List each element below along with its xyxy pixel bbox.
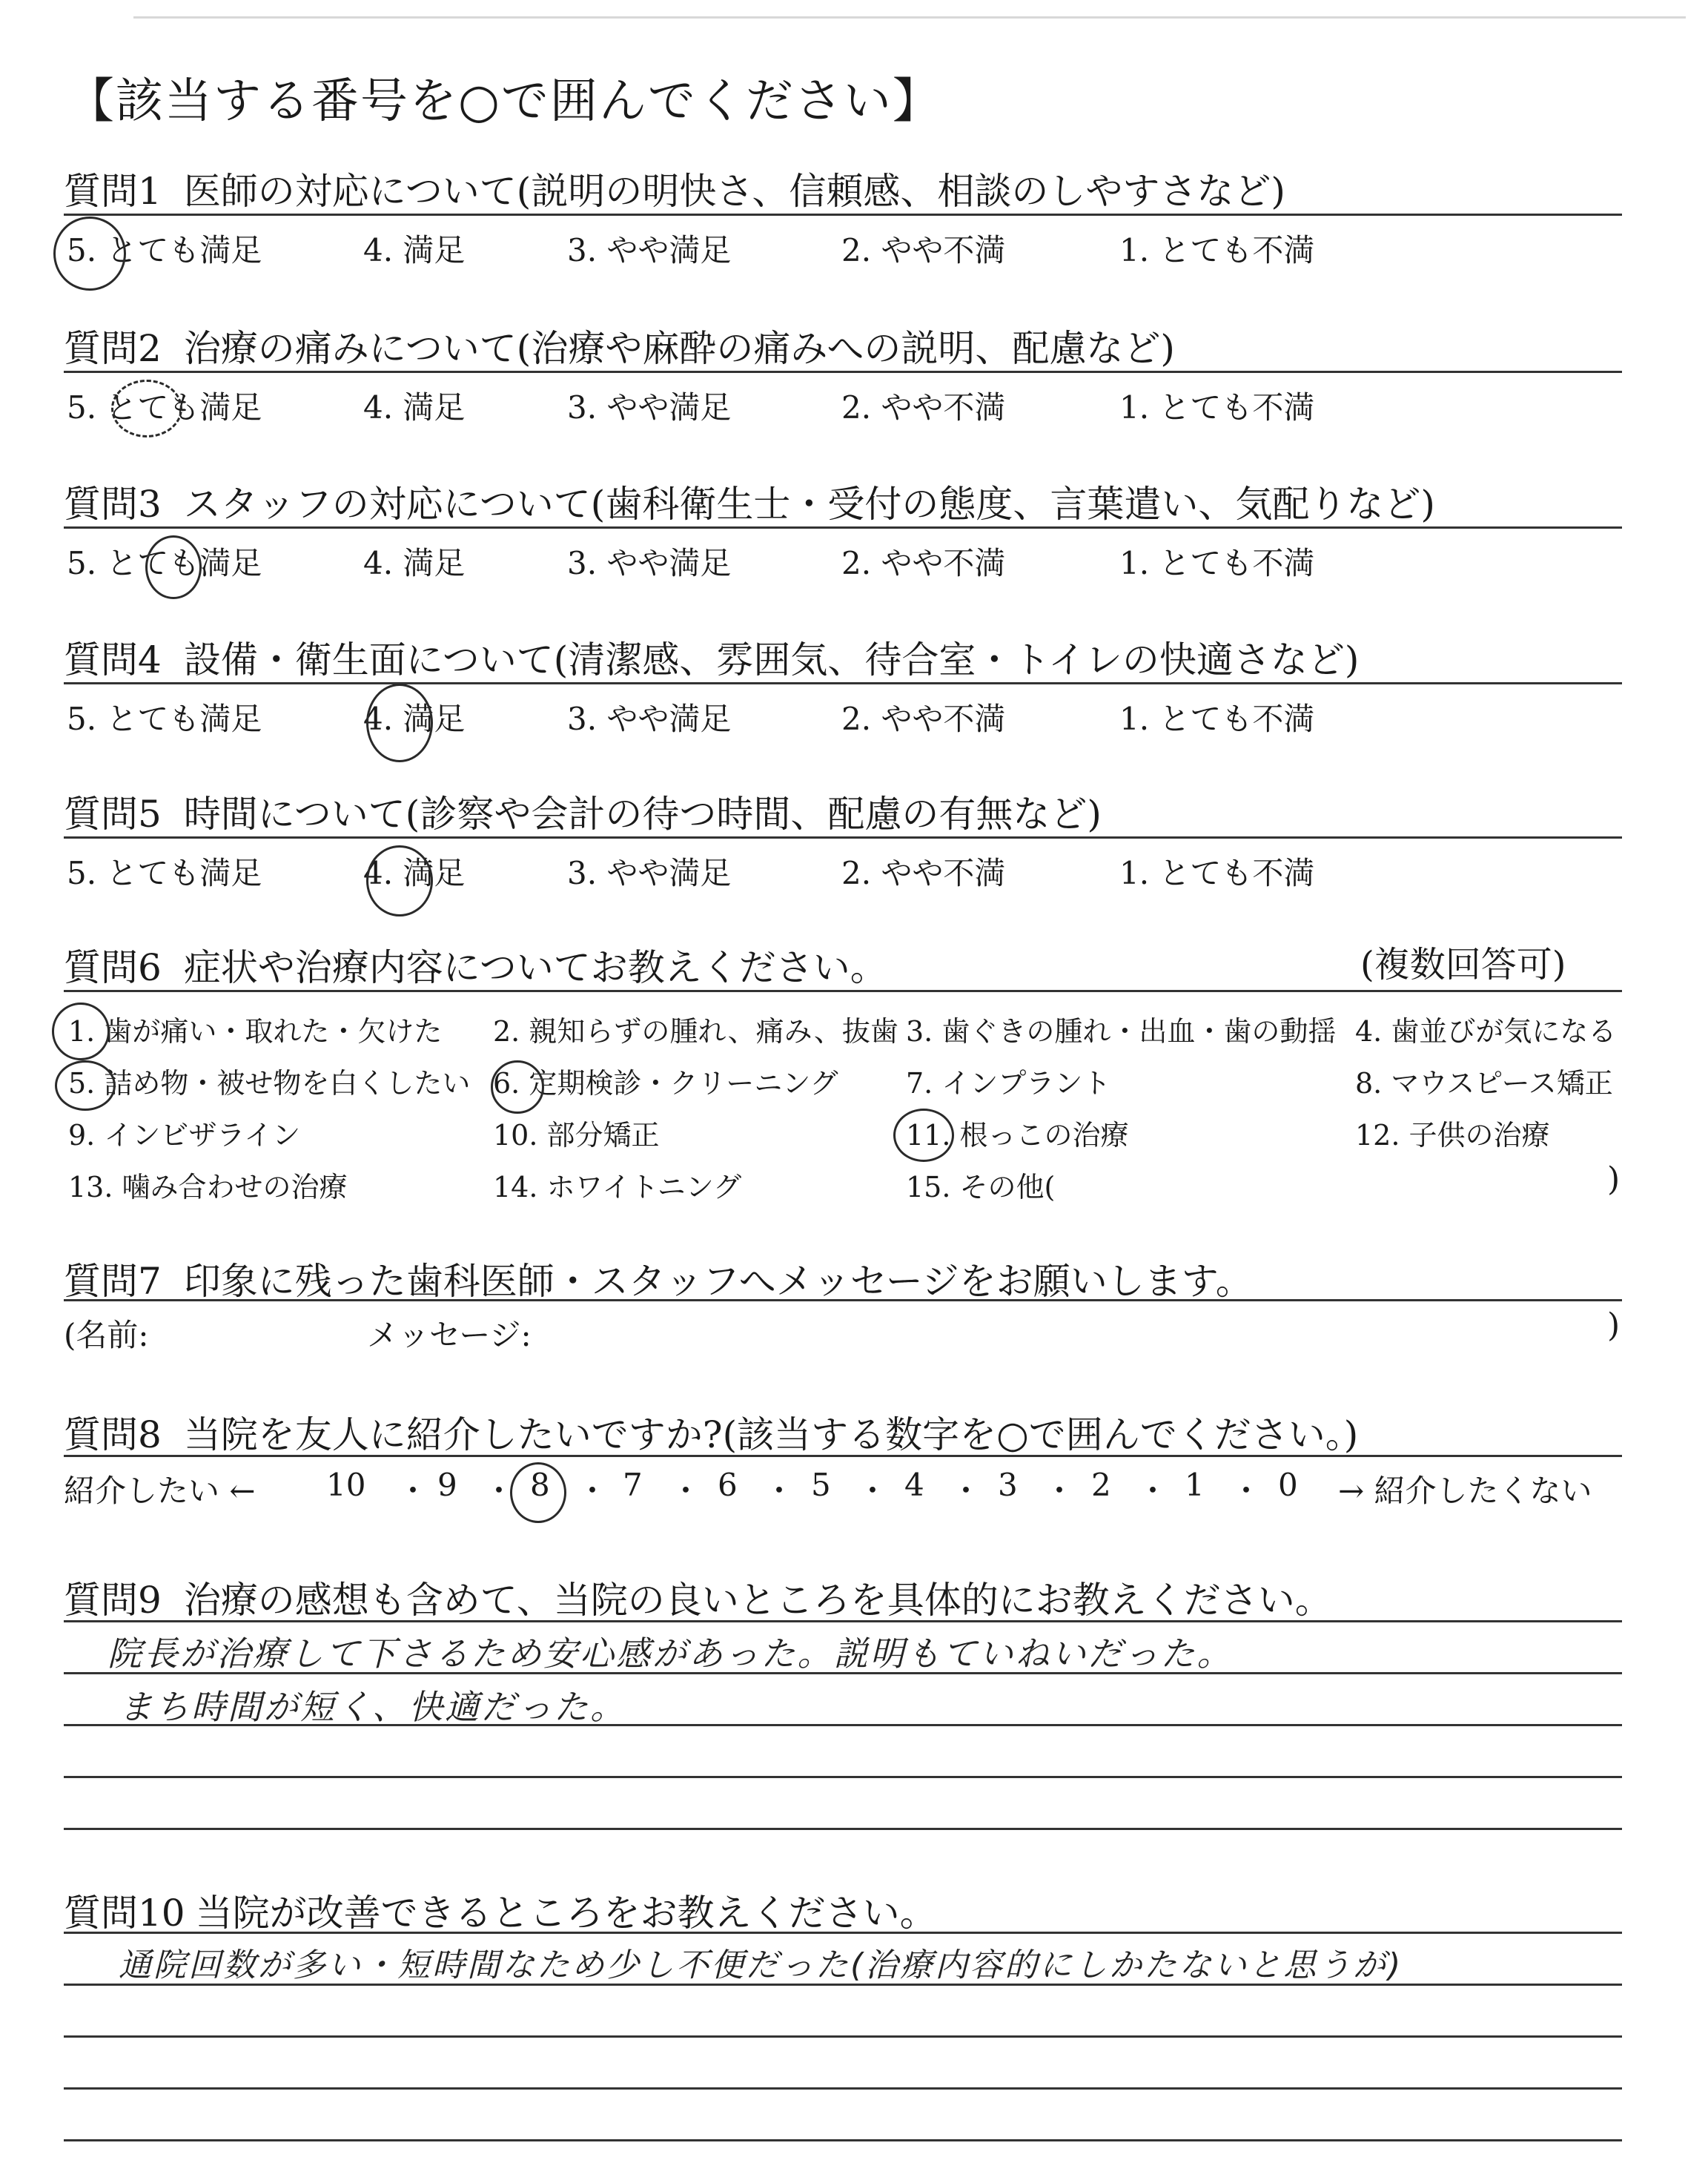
answer-line bbox=[64, 1828, 1622, 1830]
q3-option-1[interactable]: 1. とても不満 bbox=[1119, 545, 1315, 581]
selection-circle bbox=[893, 1109, 954, 1162]
question-divider bbox=[64, 682, 1622, 684]
question-9-title bbox=[64, 1571, 1332, 1624]
selection-circle bbox=[145, 535, 202, 599]
instruction-heading: 【該当する番号を○で囲んでください】 bbox=[67, 74, 941, 129]
q5-option-5[interactable]: 5. とても満足 bbox=[67, 855, 262, 891]
q6-option-5[interactable]: 5. 詰め物・被せ物を白くしたい bbox=[68, 1067, 471, 1100]
question-text: スタッフの対応について(歯科衛生士・受付の態度、言葉遣い、気配りなど) bbox=[183, 483, 1435, 526]
question-number: 質問3 bbox=[64, 483, 162, 526]
question-text: 当院を友人に紹介したいですか?(該当する数字を○で囲んでください。) bbox=[183, 1413, 1359, 1456]
answer-line bbox=[64, 1776, 1622, 1778]
recommend-left-label: 紹介したい ← bbox=[64, 1473, 256, 1509]
scale-8[interactable]: 8 bbox=[530, 1467, 550, 1503]
question-divider bbox=[64, 990, 1622, 992]
question-text: 時間について(診察や会計の待つ時間、配慮の有無など) bbox=[183, 793, 1102, 836]
question-text: 印象に残った歯科医師・スタッフへメッセージをお願いします。 bbox=[183, 1260, 1253, 1303]
question-number: 質問7 bbox=[64, 1260, 162, 1303]
question-divider bbox=[64, 1455, 1622, 1457]
scale-5[interactable]: 5 bbox=[811, 1467, 831, 1503]
question-text: 設備・衛生面について(清潔感、雰囲気、待合室・トイレの快適さなど) bbox=[183, 638, 1360, 681]
q6-option-8[interactable]: 8. マウスピース矯正 bbox=[1355, 1067, 1613, 1100]
scale-1[interactable]: 1 bbox=[1185, 1467, 1205, 1503]
question-divider bbox=[64, 526, 1622, 529]
q6-option-12[interactable]: 12. 子供の治療 bbox=[1355, 1119, 1550, 1152]
q3-option-5[interactable]: 5. とても満足 bbox=[67, 545, 262, 581]
scale-separator: ・ bbox=[397, 1473, 429, 1509]
q5-option-4[interactable]: 4. 満足 bbox=[363, 855, 466, 891]
question-number: 質問4 bbox=[64, 638, 162, 681]
question-divider bbox=[64, 214, 1622, 216]
question-10-title bbox=[64, 1883, 937, 1937]
selection-circle bbox=[366, 845, 433, 916]
q1-option-1[interactable]: 1. とても不満 bbox=[1119, 232, 1315, 268]
q4-option-1[interactable]: 1. とても不満 bbox=[1119, 701, 1315, 737]
q9-answer-line-2: まち時間が短く、快適だった。 bbox=[119, 1687, 627, 1727]
q4-option-2[interactable]: 2. やや不満 bbox=[841, 701, 1006, 737]
scale-separator: ・ bbox=[1137, 1473, 1169, 1509]
q6-option-15[interactable]: 15. その他( bbox=[906, 1171, 1056, 1203]
q6-option-6[interactable]: 6. 定期検診・クリーニング bbox=[493, 1067, 838, 1100]
question-divider bbox=[64, 1299, 1622, 1301]
question-text: 治療の感想も含めて、当院の良いところを具体的にお教えください。 bbox=[183, 1579, 1332, 1622]
q4-option-5[interactable]: 5. とても満足 bbox=[67, 701, 262, 737]
scale-separator: ・ bbox=[857, 1473, 889, 1509]
q6-option-1[interactable]: 1. 歯が痛い・取れた・欠けた bbox=[68, 1015, 443, 1048]
q5-option-1[interactable]: 1. とても不満 bbox=[1119, 855, 1315, 891]
selection-circle bbox=[53, 217, 126, 291]
question-number: 質問5 bbox=[64, 793, 162, 836]
q6-option-2[interactable]: 2. 親知らずの腫れ、痛み、抜歯 bbox=[493, 1015, 898, 1048]
question-8-title bbox=[64, 1405, 1358, 1459]
question-text: 当院が改善できるところをお教えください。 bbox=[195, 1892, 937, 1935]
question-5-title bbox=[64, 785, 1102, 838]
q6-option-4[interactable]: 4. 歯並びが気になる bbox=[1355, 1015, 1617, 1048]
q4-option-3[interactable]: 3. やや満足 bbox=[567, 701, 732, 737]
q2-option-4[interactable]: 4. 満足 bbox=[363, 389, 466, 426]
selection-circle bbox=[111, 380, 182, 437]
q6-option-9[interactable]: 9. インビザライン bbox=[68, 1119, 301, 1152]
message-label: メッセージ: bbox=[367, 1317, 532, 1353]
question-text: 治療の痛みについて(治療や麻酔の痛みへの説明、配慮など) bbox=[183, 327, 1175, 370]
question-divider bbox=[64, 371, 1622, 373]
question-3-title bbox=[64, 475, 1435, 528]
selection-circle bbox=[366, 684, 433, 762]
scale-separator: ・ bbox=[950, 1473, 982, 1509]
q6-option-11[interactable]: 11. 根っこの治療 bbox=[906, 1119, 1129, 1152]
q3-option-4[interactable]: 4. 満足 bbox=[363, 545, 466, 581]
q4-option-4[interactable]: 4. 満足 bbox=[363, 701, 466, 737]
scale-4[interactable]: 4 bbox=[904, 1467, 924, 1503]
answer-line bbox=[64, 2035, 1622, 2038]
q6-option-10[interactable]: 10. 部分矯正 bbox=[493, 1119, 660, 1152]
q1-option-2[interactable]: 2. やや不満 bbox=[841, 232, 1006, 268]
scale-3[interactable]: 3 bbox=[998, 1467, 1018, 1503]
selection-circle bbox=[491, 1060, 544, 1114]
q3-option-2[interactable]: 2. やや不満 bbox=[841, 545, 1006, 581]
q1-option-5[interactable]: 5. とても満足 bbox=[67, 232, 262, 268]
selection-circle bbox=[55, 1060, 116, 1111]
question-divider bbox=[64, 836, 1622, 839]
question-number: 質問1 bbox=[64, 170, 162, 213]
question-2-title bbox=[64, 319, 1175, 372]
recommend-right-label: → 紹介したくない bbox=[1338, 1473, 1592, 1509]
scale-separator: ・ bbox=[1231, 1473, 1262, 1509]
message-close-paren: ) bbox=[1607, 1307, 1621, 1344]
answer-line bbox=[64, 2087, 1622, 2090]
question-1-title bbox=[64, 162, 1285, 215]
top-divider bbox=[133, 16, 1686, 19]
question-text: 症状や治療内容についてお教えください。 bbox=[183, 946, 887, 989]
q5-option-3[interactable]: 3. やや満足 bbox=[567, 855, 732, 891]
q6-option-3[interactable]: 3. 歯ぐきの腫れ・出血・歯の動揺 bbox=[906, 1015, 1337, 1048]
question-number: 質問2 bbox=[64, 327, 162, 370]
name-label: (名前: bbox=[64, 1317, 149, 1353]
scale-2[interactable]: 2 bbox=[1091, 1467, 1111, 1503]
question-number: 質問9 bbox=[64, 1579, 162, 1622]
q1-option-4[interactable]: 4. 満足 bbox=[363, 232, 466, 268]
q1-option-3[interactable]: 3. やや満足 bbox=[567, 232, 732, 268]
question-text: 医師の対応について(説明の明快さ、信頼感、相談のしやすさなど) bbox=[183, 170, 1285, 213]
answer-line bbox=[64, 1932, 1622, 1934]
q6-option-7[interactable]: 7. インプラント bbox=[906, 1067, 1111, 1100]
answer-line bbox=[64, 2139, 1622, 2141]
q6-option-14[interactable]: 14. ホワイトニング bbox=[493, 1171, 742, 1203]
question-number: 質問10 bbox=[64, 1892, 185, 1935]
scale-separator: ・ bbox=[670, 1473, 702, 1509]
q9-answer-line-1: 院長が治療して下さるため安心感があった。説明もていねいだった。 bbox=[107, 1634, 1234, 1674]
selection-circle bbox=[52, 1003, 110, 1060]
q2-option-2[interactable]: 2. やや不満 bbox=[841, 389, 1006, 426]
question-7-title bbox=[64, 1252, 1253, 1305]
multiple-answers-note: (複数回答可) bbox=[1360, 944, 1566, 985]
q3-option-3[interactable]: 3. やや満足 bbox=[567, 545, 732, 581]
answer-line bbox=[64, 1620, 1622, 1622]
scale-separator: ・ bbox=[1044, 1473, 1076, 1509]
other-close-paren: ) bbox=[1607, 1160, 1621, 1198]
q6-option-13[interactable]: 13. 噛み合わせの治療 bbox=[68, 1171, 348, 1203]
question-6-title bbox=[64, 938, 887, 991]
q2-option-3[interactable]: 3. やや満足 bbox=[567, 389, 732, 426]
selection-circle bbox=[510, 1462, 566, 1523]
scale-separator: ・ bbox=[577, 1473, 609, 1509]
scale-6[interactable]: 6 bbox=[718, 1467, 738, 1503]
q2-option-1[interactable]: 1. とても不満 bbox=[1119, 389, 1315, 426]
scale-10[interactable]: 10 bbox=[326, 1467, 366, 1503]
scale-9[interactable]: 9 bbox=[437, 1467, 457, 1503]
scale-separator: ・ bbox=[483, 1473, 515, 1509]
q10-answer-line-1: 通院回数が多い・短時間なため少し不便だった(治療内容的にしかたないと思うが) bbox=[119, 1946, 1403, 1984]
question-4-title bbox=[64, 630, 1359, 684]
q5-option-2[interactable]: 2. やや不満 bbox=[841, 855, 1006, 891]
question-number: 質問8 bbox=[64, 1413, 162, 1456]
scale-0[interactable]: 0 bbox=[1278, 1467, 1298, 1503]
scale-7[interactable]: 7 bbox=[623, 1467, 643, 1503]
q2-option-5[interactable]: 5. とても満足 bbox=[67, 389, 262, 426]
question-number: 質問6 bbox=[64, 946, 162, 989]
scale-separator: ・ bbox=[764, 1473, 795, 1509]
